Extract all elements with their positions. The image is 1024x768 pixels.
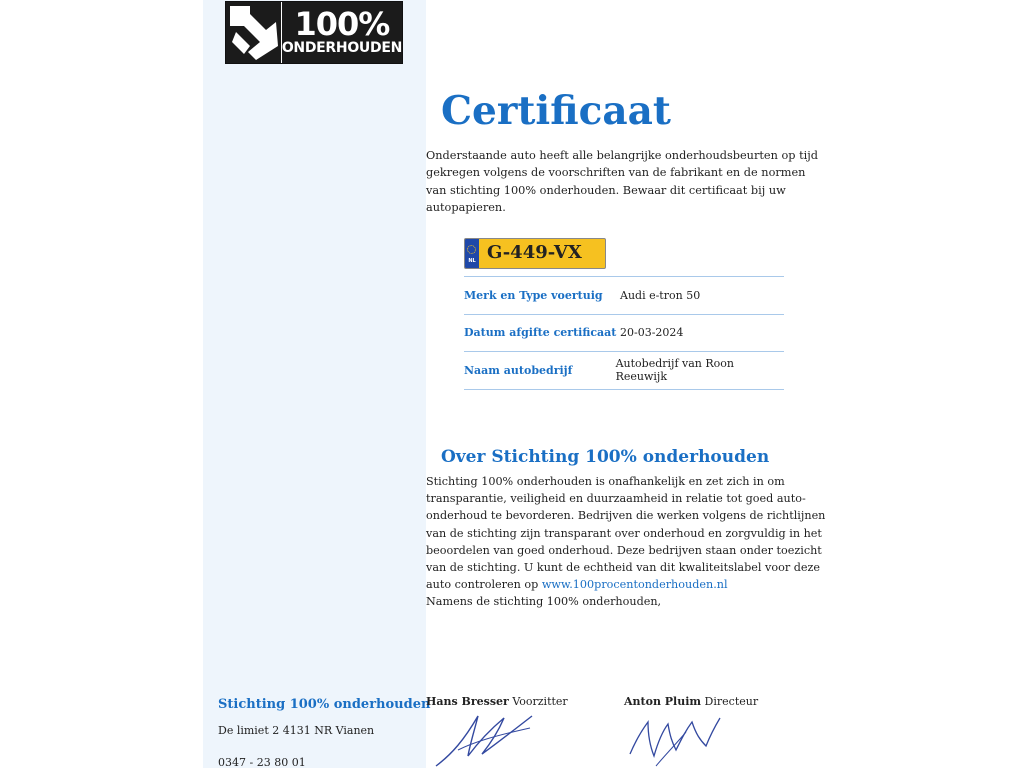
director-signature <box>626 710 726 768</box>
brand-logo <box>225 1 403 64</box>
logo-subtitle: ONDERHOUDEN <box>281 39 402 56</box>
signatory-name: Hans Bresser <box>426 695 509 708</box>
signatory-role: Voorzitter <box>512 695 568 708</box>
detail-row-make-model <box>464 277 784 315</box>
license-plate <box>464 238 606 269</box>
detail-row-garage <box>464 352 784 390</box>
organization-name: Stichting 100% onderhouden <box>218 697 431 712</box>
logo-percentage: 100% <box>294 4 390 43</box>
vehicle-details-table <box>464 276 784 390</box>
signatory-role: Directeur <box>704 695 759 708</box>
detail-label: Merk en Type voertuig <box>464 288 603 302</box>
signatory-name: Anton Pluim <box>624 695 702 708</box>
plate-country: NL <box>468 258 476 264</box>
detail-value: 20-03-2024 <box>620 326 684 340</box>
detail-row-issue-date <box>464 315 784 353</box>
sidebar-panel <box>203 0 426 768</box>
detail-label: Datum afgifte certificaat <box>464 326 617 340</box>
detail-value: Autobedrijf van Roon Reeuwijk <box>615 357 734 384</box>
organization-address: De limiet 2 4131 NR Vianen <box>218 724 375 737</box>
about-closing: Namens de stichting 100% onderhouden, <box>426 595 662 609</box>
about-text <box>426 473 826 611</box>
eu-flag-icon <box>465 239 479 268</box>
detail-label: Naam autobedrijf <box>464 363 573 377</box>
verify-link[interactable]: www.100procentonderhouden.nl <box>541 578 728 592</box>
organization-phone: 0347 - 23 80 01 <box>218 756 306 768</box>
page-title: Certificaat <box>441 88 671 134</box>
chairman-signature <box>434 710 539 768</box>
signatory-director <box>624 695 758 708</box>
wrench-logo-icon <box>226 2 279 63</box>
logo-wordmark <box>279 2 402 63</box>
detail-value: Audi e-tron 50 <box>620 288 701 302</box>
plate-number: G-449-VX <box>487 242 582 263</box>
about-heading: Over Stichting 100% onderhouden <box>441 447 770 467</box>
about-body: Stichting 100% onderhouden is onafhankelijk en zet zich in om transparantie, veiligheid en duurzaamheid in relatie tot goed auto-onderhoud te bevorderen. Bedrijven die werken volgens de richtlijnen van de stichting zijn transparant over onderhoud en zorgvuldig in het beoordelen van goed onderhoud. Deze bedrijven staan onder toezicht van de stichting. U kunt de echtheid van dit kwaliteitslabel voor deze auto controleren op <box>426 475 826 592</box>
signatory-chairman <box>426 695 568 708</box>
intro-text: Onderstaande auto heeft alle belangrijke onderhoudsbeurten op tijd gekregen volgens de voorschriften van de fabrikant en de normen van stichting 100% onderhouden. Bewaar dit certificaat bij uw autopapieren. <box>426 149 818 214</box>
